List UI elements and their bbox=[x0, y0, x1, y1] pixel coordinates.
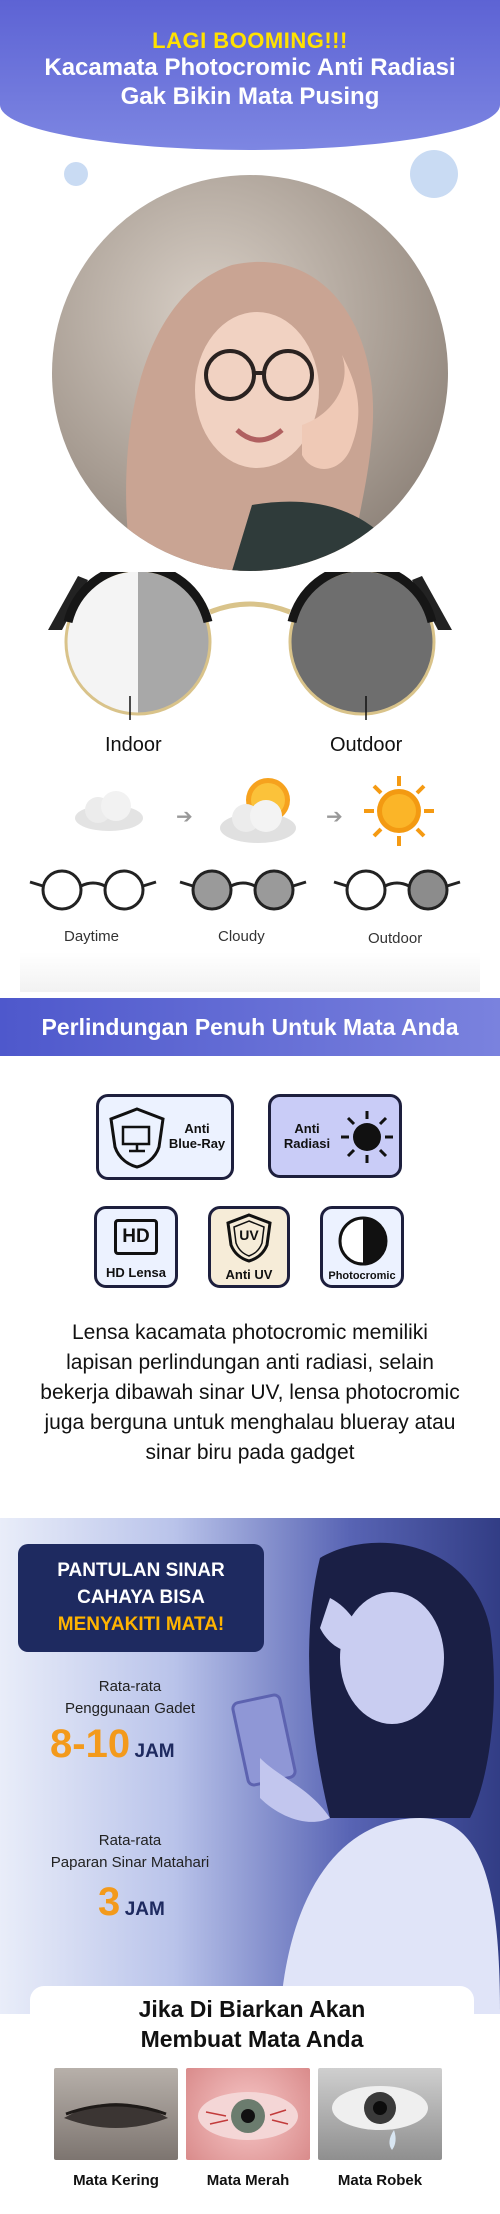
stat-sun-caption-2: Paparan Sinar Matahari bbox=[50, 1854, 210, 1871]
arrow-right-icon: ➔ bbox=[176, 806, 193, 828]
shield-monitor-icon bbox=[107, 1107, 167, 1169]
uv-mark: UV bbox=[239, 1227, 259, 1243]
hero-subtitle: Gak Bikin Mata Pusing bbox=[120, 83, 380, 110]
step-label-daytime: Daytime bbox=[64, 928, 120, 945]
effect-label-red: Mata Merah bbox=[206, 2172, 290, 2189]
effect-label-torn: Mata Robek bbox=[337, 2172, 423, 2189]
glasses-half-tint-icon bbox=[332, 868, 462, 912]
effect-label-dry: Mata Kering bbox=[73, 2172, 159, 2189]
indoor-label: Indoor bbox=[105, 734, 162, 756]
torn-eye-image bbox=[318, 2068, 442, 2160]
stat-sun-value bbox=[98, 1880, 165, 1925]
feature-anti-blue-ray bbox=[96, 1094, 234, 1180]
decor-bubble-left bbox=[64, 162, 88, 186]
feature-label-anti-uv: Anti UV bbox=[225, 1267, 273, 1282]
half-circle-icon bbox=[337, 1215, 389, 1267]
sun-icon bbox=[362, 774, 436, 853]
effects-title-1: Jika Di Biarkan Akan bbox=[138, 1996, 366, 2022]
red-eye-image bbox=[186, 2068, 310, 2160]
stat-gadget-unit: JAM bbox=[134, 1741, 175, 1762]
step-label-outdoor: Outdoor bbox=[368, 930, 423, 947]
effects-title-2: Membuat Mata Anda bbox=[140, 2026, 364, 2052]
glasses-clear-icon bbox=[28, 868, 158, 912]
feature-anti-uv bbox=[208, 1206, 290, 1288]
stat-sun-unit: JAM bbox=[124, 1899, 165, 1920]
warning-line-1: PANTULAN SINAR bbox=[57, 1560, 225, 1581]
feature-anti-radiasi bbox=[268, 1094, 402, 1178]
glasses-tinted-icon bbox=[178, 868, 308, 912]
stat-gadget-caption-1: Rata-rata bbox=[98, 1678, 162, 1695]
hd-icon: HD bbox=[114, 1219, 158, 1255]
feature-label-anti-blue-ray: Anti Blue-Ray bbox=[168, 1121, 226, 1151]
fade-strip bbox=[20, 952, 480, 992]
radiation-sun-icon bbox=[339, 1109, 395, 1165]
cloud-icon bbox=[72, 790, 146, 837]
warning-line-2: CAHAYA BISA bbox=[77, 1587, 205, 1608]
decor-bubble-right bbox=[410, 150, 458, 198]
feature-label-hd-lensa: HD Lensa bbox=[106, 1265, 166, 1280]
dry-eye-image bbox=[54, 2068, 178, 2160]
stat-gadget-caption-2: Penggunaan Gadet bbox=[64, 1700, 196, 1717]
warning-line-3: MENYAKITI MATA! bbox=[57, 1614, 225, 1635]
stat-sun-caption-1: Rata-rata bbox=[98, 1832, 162, 1849]
arrow-right-icon: ➔ bbox=[326, 806, 343, 828]
stat-gadget-value bbox=[50, 1722, 175, 1767]
stat-sun-number: 3 bbox=[98, 1880, 121, 1924]
feature-label-photocromic: Photocromic bbox=[328, 1270, 396, 1282]
product-description: Lensa kacamata photocromic memiliki lapisan perlindungan anti radiasi, selain bekerja dibawah sinar UV, lensa photocromic juga berguna untuk menghalau blueray atau sinar biru pada gadget bbox=[40, 1321, 460, 1464]
feature-label-anti-radiasi: Anti Radiasi bbox=[283, 1121, 331, 1151]
lens-comparison-glasses bbox=[38, 572, 462, 720]
feature-hd-lensa bbox=[94, 1206, 178, 1288]
stat-gadget-number: 8-10 bbox=[50, 1722, 131, 1766]
step-label-cloudy: Cloudy bbox=[218, 928, 265, 945]
feature-photocromic bbox=[320, 1206, 404, 1288]
model-illustration bbox=[52, 175, 448, 571]
sun-cloud-icon bbox=[216, 772, 306, 853]
hero-title: Kacamata Photocromic Anti Radiasi bbox=[44, 54, 456, 81]
hero-headline: LAGI BOOMING!!! bbox=[152, 28, 348, 53]
protection-banner: Perlindungan Penuh Untuk Mata Anda bbox=[0, 998, 500, 1056]
model-portrait bbox=[52, 175, 448, 571]
outdoor-label: Outdoor bbox=[330, 734, 403, 756]
